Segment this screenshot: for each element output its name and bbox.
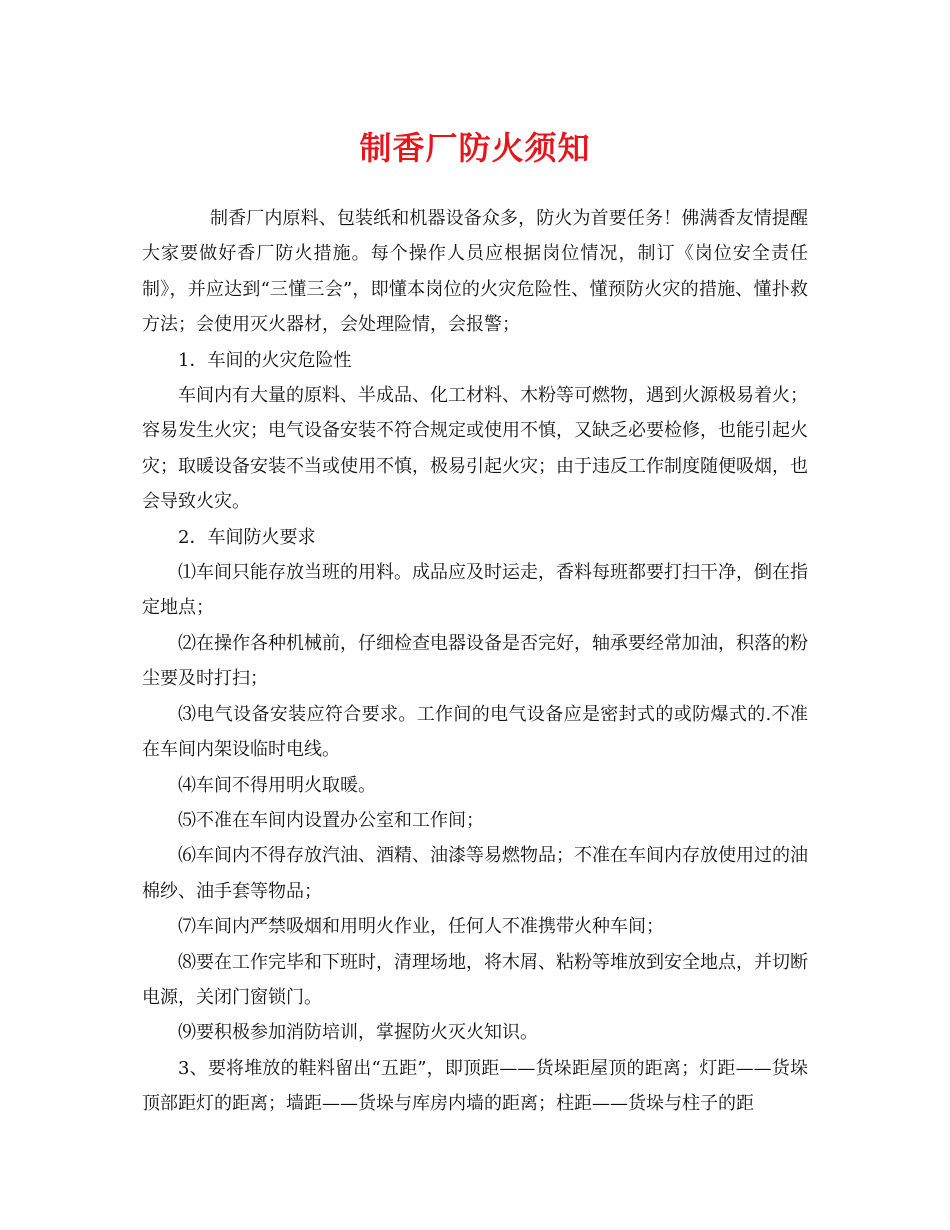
- section-1-paragraph: 车间内有大量的原料、半成品、化工材料、木粉等可燃物，遇到火源极易着火；容易发生火灾；电气设备安装不符合规定或使用不慎，又缺乏必要检修，也能引起火灾；取暖设备安装不当或使用不慎，极易引起火灾；由于违反工作制度随便吸烟，也会导致火灾。: [142, 385, 808, 513]
- requirement-item-8: ⑻要在工作完毕和下班时，清理场地，将木屑、粘粉等堆放到安全地点，并切断电源，关闭门窗锁门。: [142, 951, 808, 1008]
- section-heading-2: 2．车间防火要求: [178, 526, 316, 548]
- section-heading-1: 1．车间的火灾危险性: [178, 349, 352, 371]
- section-3-paragraph: 3、要将堆放的鞋料留出“五距”，即顶距——货垛距屋顶的距离；灯距——货垛顶部距灯的距离；墙距——货垛与库房内墙的距离；柱距——货垛与柱子的距: [142, 1057, 808, 1115]
- requirement-item-1: ⑴车间只能存放当班的用料。成品应及时运走，香料每班都要打扫干净，倒在指定地点；: [142, 562, 808, 619]
- requirement-item-9: ⑼要积极参加消防培训，掌握防火灭火知识。: [178, 1022, 538, 1044]
- requirement-item-6: ⑹车间内不得存放汽油、酒精、油漆等易燃物品；不准在车间内存放使用过的油棉纱、油手套等物品；: [142, 845, 808, 902]
- requirement-item-5: ⑸不准在车间内设置办公室和工作间；: [178, 809, 484, 831]
- requirement-item-4: ⑷车间不得用明火取暖。: [178, 774, 376, 796]
- document-body: [142, 201, 808, 1122]
- intro-paragraph: 制香厂内原料、包装纸和机器设备众多，防火为首要任务！佛满香友情提醒大家要做好香厂防火措施。每个操作人员应根据岗位情况，制订《岗位安全责任制》，并应达到“三懂三会”，即懂本岗位的火灾危险性、懂预防火灾的措施、懂扑救方法；会使用灭火器材，会处理险情，会报警；: [142, 208, 808, 336]
- requirement-item-3: ⑶电气设备安装应符合要求。工作间的电气设备应是密封式的或防爆式的.不准在车间内架设临时电线。: [142, 703, 808, 761]
- requirement-item-7: ⑺车间内严禁吸烟和用明火作业，任何人不准携带火种车间；: [178, 916, 664, 938]
- requirement-item-2: ⑵在操作各种机械前，仔细检查电器设备是否完好，轴承要经常加油，积落的粉尘要及时打扫；: [142, 632, 808, 690]
- document-title: 制香厂防火须知: [359, 129, 591, 167]
